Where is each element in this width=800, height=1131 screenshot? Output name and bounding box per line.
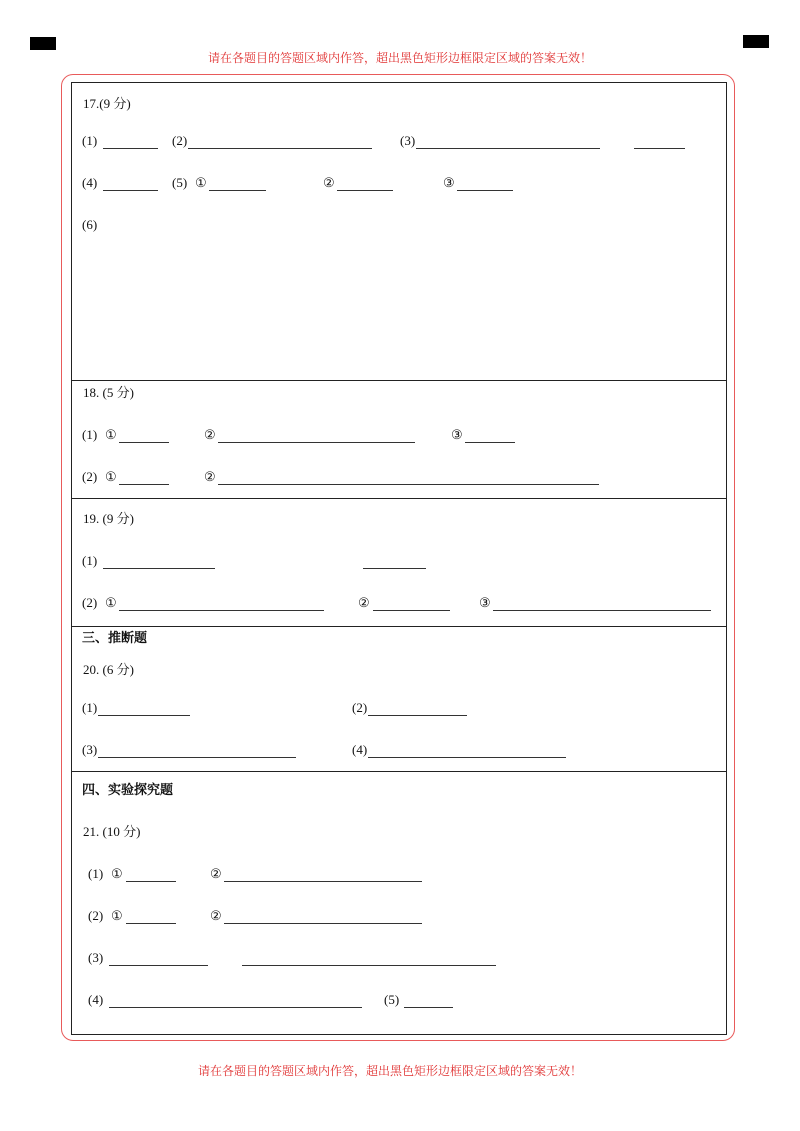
q19-part2-circle2: ② xyxy=(358,595,370,610)
q17-part2-label: (2) xyxy=(172,133,188,148)
q17-part3-label: (3) xyxy=(400,133,416,148)
q20-part4-blank[interactable] xyxy=(368,757,566,758)
q21-part2-blank2[interactable] xyxy=(224,923,422,924)
q18-part2-circle1: ① xyxy=(105,469,117,484)
q17-part5-blank3[interactable] xyxy=(457,190,513,191)
q21-part3-label: (3) xyxy=(88,950,104,965)
section-3-heading: 三、推断题 xyxy=(82,631,148,646)
q21-part3-blank2[interactable] xyxy=(242,965,496,966)
q17-part4-label: (4) xyxy=(82,175,98,190)
q18-part1-circle2: ② xyxy=(204,427,216,442)
q17-part5-circle3: ③ xyxy=(443,175,455,190)
q21-part4-label: (4) xyxy=(88,992,104,1007)
q18-part2-blank2[interactable] xyxy=(218,484,599,485)
q17-part1-blank[interactable] xyxy=(103,148,158,149)
q18-part2-circle2: ② xyxy=(204,469,216,484)
section-3-inference xyxy=(71,627,727,772)
q19-part2-blank1[interactable] xyxy=(119,610,324,611)
q17-title: 17.(9 分) xyxy=(83,96,131,111)
q17-part3-blank-b[interactable] xyxy=(634,148,685,149)
q18-part1-label: (1) xyxy=(82,427,98,442)
q17-part2-blank[interactable] xyxy=(188,148,372,149)
q18-part1-blank2[interactable] xyxy=(218,442,415,443)
q17-part1-label: (1) xyxy=(82,133,98,148)
q19-part2-label: (2) xyxy=(82,595,98,610)
q18-part1-circle1: ① xyxy=(105,427,117,442)
q17-part5-circle2: ② xyxy=(323,175,335,190)
q20-part3-blank[interactable] xyxy=(98,757,296,758)
q21-part5-label: (5) xyxy=(384,992,400,1007)
warning-top: 请在各题目的答题区域内作答，超出黑色矩形边框限定区域的答案无效！ xyxy=(207,51,592,65)
q21-part1-blank1[interactable] xyxy=(126,881,176,882)
q21-part1-blank2[interactable] xyxy=(224,881,422,882)
q17-part4-blank[interactable] xyxy=(103,190,158,191)
q17-part5-circle1: ① xyxy=(195,175,207,190)
q18-part1-blank3[interactable] xyxy=(465,442,515,443)
q18-part1-circle3: ③ xyxy=(451,427,463,442)
q18-title: 18. (5 分) xyxy=(83,385,134,400)
q21-part5-blank[interactable] xyxy=(404,1007,453,1008)
question-19-section xyxy=(71,499,727,627)
question-18-section xyxy=(71,381,727,499)
q21-part3-blank1[interactable] xyxy=(109,965,208,966)
q19-part1-label: (1) xyxy=(82,553,98,568)
q21-part2-circle2: ② xyxy=(210,908,222,923)
section-4-experiment xyxy=(71,772,727,1035)
q21-part2-label: (2) xyxy=(88,908,104,923)
q21-part2-circle1: ① xyxy=(111,908,123,923)
warning-bottom: 请在各题目的答题区域内作答，超出黑色矩形边框限定区域的答案无效！ xyxy=(197,1064,582,1078)
q20-part1-blank[interactable] xyxy=(98,715,190,716)
alignment-marker-right xyxy=(743,35,769,48)
q21-part1-label: (1) xyxy=(88,866,104,881)
q20-part4-label: (4) xyxy=(352,742,368,757)
q19-part2-circle1: ① xyxy=(105,595,117,610)
q21-part2-blank1[interactable] xyxy=(126,923,176,924)
q20-part3-label: (3) xyxy=(82,742,98,757)
q19-title: 19. (9 分) xyxy=(83,511,134,526)
q19-part2-circle3: ③ xyxy=(479,595,491,610)
q21-part1-circle2: ② xyxy=(210,866,222,881)
q19-part1-blank1[interactable] xyxy=(103,568,215,569)
q18-part1-blank1[interactable] xyxy=(119,442,169,443)
q17-part5-blank2[interactable] xyxy=(337,190,393,191)
q21-title: 21. (10 分) xyxy=(83,824,141,839)
q20-part2-blank[interactable] xyxy=(368,715,467,716)
q17-part6-answer-area[interactable] xyxy=(101,232,701,362)
q20-title: 20. (6 分) xyxy=(83,662,134,677)
q17-part3-blank-a[interactable] xyxy=(416,148,600,149)
q19-part1-blank2[interactable] xyxy=(363,568,426,569)
section-4-heading: 四、实验探究题 xyxy=(82,783,174,798)
q19-part2-blank2[interactable] xyxy=(373,610,450,611)
question-17-section xyxy=(71,82,727,381)
q21-part4-blank[interactable] xyxy=(109,1007,362,1008)
q18-part2-label: (2) xyxy=(82,469,98,484)
q20-part2-label: (2) xyxy=(352,700,368,715)
q21-part1-circle1: ① xyxy=(111,866,123,881)
q19-part2-blank3[interactable] xyxy=(493,610,711,611)
q17-part6-label: (6) xyxy=(82,217,98,232)
q20-part1-label: (1) xyxy=(82,700,98,715)
q17-part5-blank1[interactable] xyxy=(209,190,266,191)
q18-part2-blank1[interactable] xyxy=(119,484,169,485)
q17-part5-label: (5) xyxy=(172,175,188,190)
